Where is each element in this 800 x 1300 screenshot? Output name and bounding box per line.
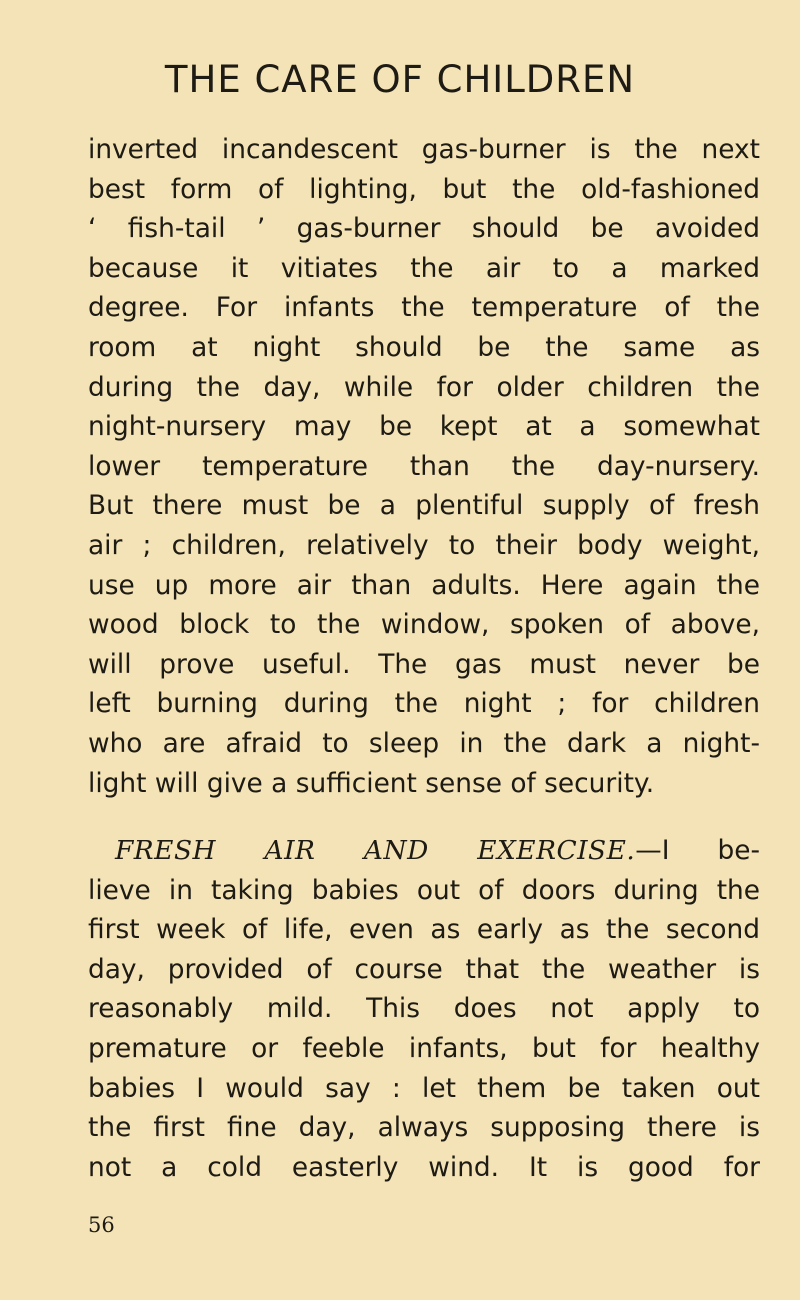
text-line: during the day, while for older children the xyxy=(88,371,760,403)
text-line: reasonably mild. This does not apply to xyxy=(88,993,760,1025)
page-number: 56 xyxy=(88,1213,115,1237)
text-line: the first fine day, always supposing there is xyxy=(88,1112,760,1144)
text-line: not a cold easterly wind. It is good for xyxy=(88,1151,760,1183)
paragraph-gap xyxy=(88,803,760,831)
text-line xyxy=(88,831,760,871)
text-line: light will give a sufficient sense of security. xyxy=(88,767,655,799)
paragraph-2 xyxy=(88,831,760,1187)
text-line: lower temperature than the day-nursery. xyxy=(88,450,760,482)
paragraph-1 xyxy=(88,130,760,803)
text-line: day, provided of course that the weather is xyxy=(88,953,760,985)
text-line: use up more air than adults. Here again the xyxy=(88,569,760,601)
text-line: first week of life, even as early as the second xyxy=(88,914,760,946)
text-line: best form of lighting, but the old-fashioned xyxy=(88,173,760,205)
text-line: air ; children, relatively to their body weight, xyxy=(88,529,760,561)
text-line: lieve in taking babies out of doors during the xyxy=(88,874,760,906)
text-line: inverted incandescent gas-burner is the next xyxy=(88,134,760,165)
text-line: because it vitiates the air to a marked xyxy=(88,252,760,284)
text-line: who are afraid to sleep in the dark a night- xyxy=(88,727,760,759)
body-text xyxy=(88,130,760,1187)
text-line: degree. For infants the temperature of the xyxy=(88,292,760,324)
text-line: wood block to the window, spoken of above, xyxy=(88,609,760,641)
running-head: THE CARE OF CHILDREN xyxy=(164,58,636,101)
text-fragment: —I be- xyxy=(635,835,760,867)
text-line: babies I would say : let them be taken out xyxy=(88,1072,760,1104)
text-line: ‘ fish-tail ’ gas-burner should be avoided xyxy=(88,213,760,245)
text-line: left burning during the night ; for children xyxy=(88,688,760,720)
text-line: premature or feeble infants, but for healthy xyxy=(88,1033,760,1065)
text-line: But there must be a plentiful supply of fresh xyxy=(88,490,760,522)
text-line: room at night should be the same as xyxy=(88,331,760,363)
text-line: night-nursery may be kept at a somewhat xyxy=(88,411,760,443)
section-heading: FRESH AIR AND EXERCISE. xyxy=(115,835,636,867)
text-line: will prove useful. The gas must never be xyxy=(88,648,760,680)
